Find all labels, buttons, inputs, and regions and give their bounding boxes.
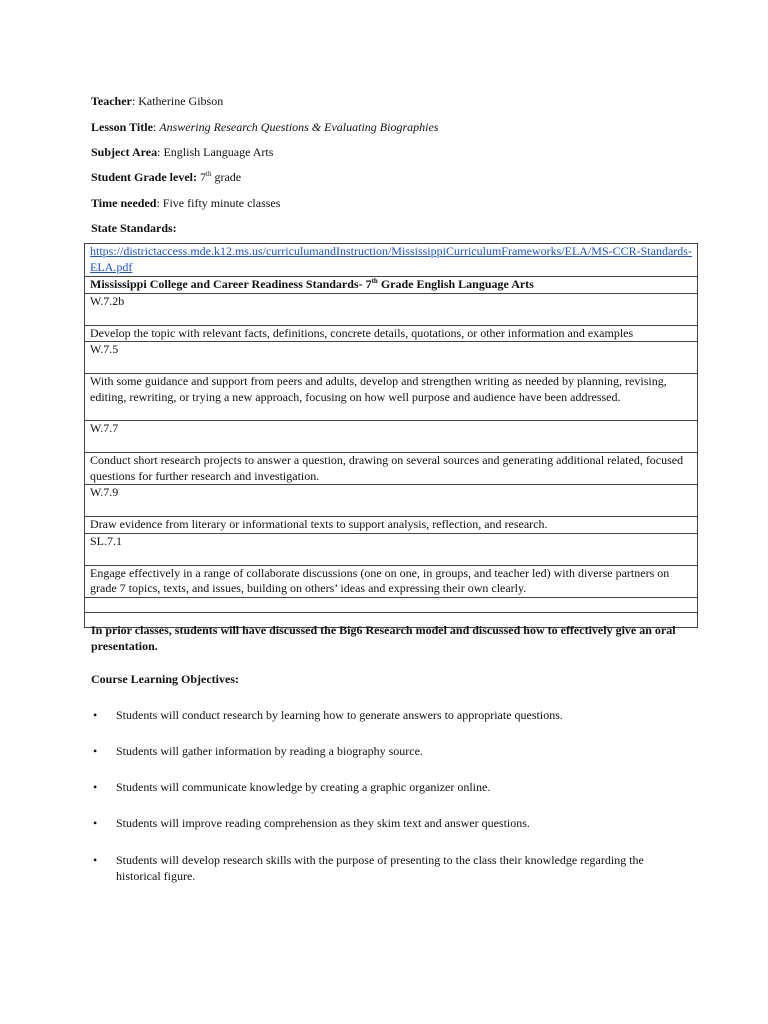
teacher-value: : Katherine Gibson: [131, 94, 224, 108]
table-row: [85, 453, 698, 485]
lesson-title-label: Lesson Title: [91, 120, 153, 134]
bullet-icon: •: [93, 708, 98, 722]
standards-heading-cell: [85, 277, 698, 294]
objective-item: Students will develop research skills with the purpose of presenting to the class their knowledge regarding the historical figure.: [116, 853, 644, 883]
teacher-label: Teacher: [91, 94, 132, 108]
prior-classes-note: In prior classes, students will have discussed the Big6 Research model and discussed how to effectively give an oral presentation.: [91, 623, 676, 653]
bullet-icon: •: [93, 780, 98, 794]
state-standards-line: [91, 221, 177, 235]
table-row: [85, 533, 698, 565]
objective-item: Students will gather information by reading a biography source.: [116, 744, 423, 758]
bullet-icon: •: [93, 816, 98, 830]
subject-area-value: : English Language Arts: [157, 145, 274, 159]
standard-text-cell: Engage effectively in a range of collaborate discussions (one on one, in groups, and teacher led) with diverse partners on grade 7 topics, texts, and issues, building on others’ ideas and expressing their own clearly.: [85, 565, 698, 597]
standards-table: [84, 243, 698, 628]
time-needed-line: [91, 196, 280, 210]
standard-code-cell: SL.7.1: [85, 533, 698, 565]
standards-link[interactable]: https://districtaccess.mde.k12.ms.us/curriculumandInstruction/MississippiCurriculumFrameworks/ELA/MS-CCR-Standards-ELA.pdf: [90, 244, 692, 274]
standard-code-cell: W.7.2b: [85, 293, 698, 325]
lesson-title-sep: :: [152, 120, 160, 134]
standards-heading-pre: Mississippi College and Career Readiness Standards- 7: [90, 277, 372, 291]
table-row: [85, 565, 698, 597]
subject-area-label: Subject Area: [91, 145, 158, 159]
objective-item: Students will improve reading comprehension as they skim text and answer questions.: [116, 816, 530, 830]
table-row: [85, 342, 698, 374]
bullet-icon: •: [93, 744, 98, 758]
bullet-icon: •: [93, 853, 98, 867]
table-row: [85, 517, 698, 534]
table-row: [85, 421, 698, 453]
standard-code-cell: W.7.7: [85, 421, 698, 453]
grade-level-label: Student Grade level:: [91, 170, 197, 184]
teacher-line: [91, 94, 223, 108]
state-standards-label: State Standards:: [91, 221, 177, 235]
objectives-title: Course Learning Objectives:: [91, 672, 239, 686]
objective-item: Students will communicate knowledge by creating a graphic organizer online.: [116, 780, 491, 794]
table-row: [85, 485, 698, 517]
grade-level-number: 7: [197, 170, 206, 184]
objective-item: Students will conduct research by learning how to generate answers to appropriate questions.: [116, 708, 563, 722]
grade-level-suffix: grade: [211, 170, 242, 184]
time-needed-label: Time needed: [91, 196, 157, 210]
table-row: [85, 244, 698, 277]
subject-area-line: [91, 145, 273, 159]
table-row: [85, 293, 698, 325]
standard-text-cell: Draw evidence from literary or informational texts to support analysis, reflection, and research.: [85, 517, 698, 534]
grade-level-line: [91, 170, 241, 184]
table-row: [85, 597, 698, 612]
table-row: [85, 325, 698, 342]
standards-link-cell: [85, 244, 698, 277]
standard-code-cell: W.7.5: [85, 342, 698, 374]
empty-cell: [85, 597, 698, 612]
standard-text-cell: Conduct short research projects to answer a question, drawing on several sources and generating additional related, focused questions for further research and investigation.: [85, 453, 698, 485]
lesson-title-value: Answering Research Questions & Evaluating Biographies: [159, 120, 439, 134]
standard-text-cell: With some guidance and support from peers and adults, develop and strengthen writing as needed by planning, revising, editing, rewriting, or trying a new approach, focusing on how well purpose and audience have been addressed.: [85, 374, 698, 421]
time-needed-value: : Five fifty minute classes: [156, 196, 281, 210]
lesson-title-line: [91, 120, 438, 134]
standards-heading-post: Grade English Language Arts: [377, 277, 534, 291]
table-row: [85, 277, 698, 294]
table-row: [85, 374, 698, 421]
standard-text-cell: Develop the topic with relevant facts, definitions, concrete details, quotations, or other information and examples: [85, 325, 698, 342]
standard-code-cell: W.7.9: [85, 485, 698, 517]
standards-heading-sup: th: [371, 277, 378, 285]
grade-level-sup: th: [206, 170, 212, 178]
